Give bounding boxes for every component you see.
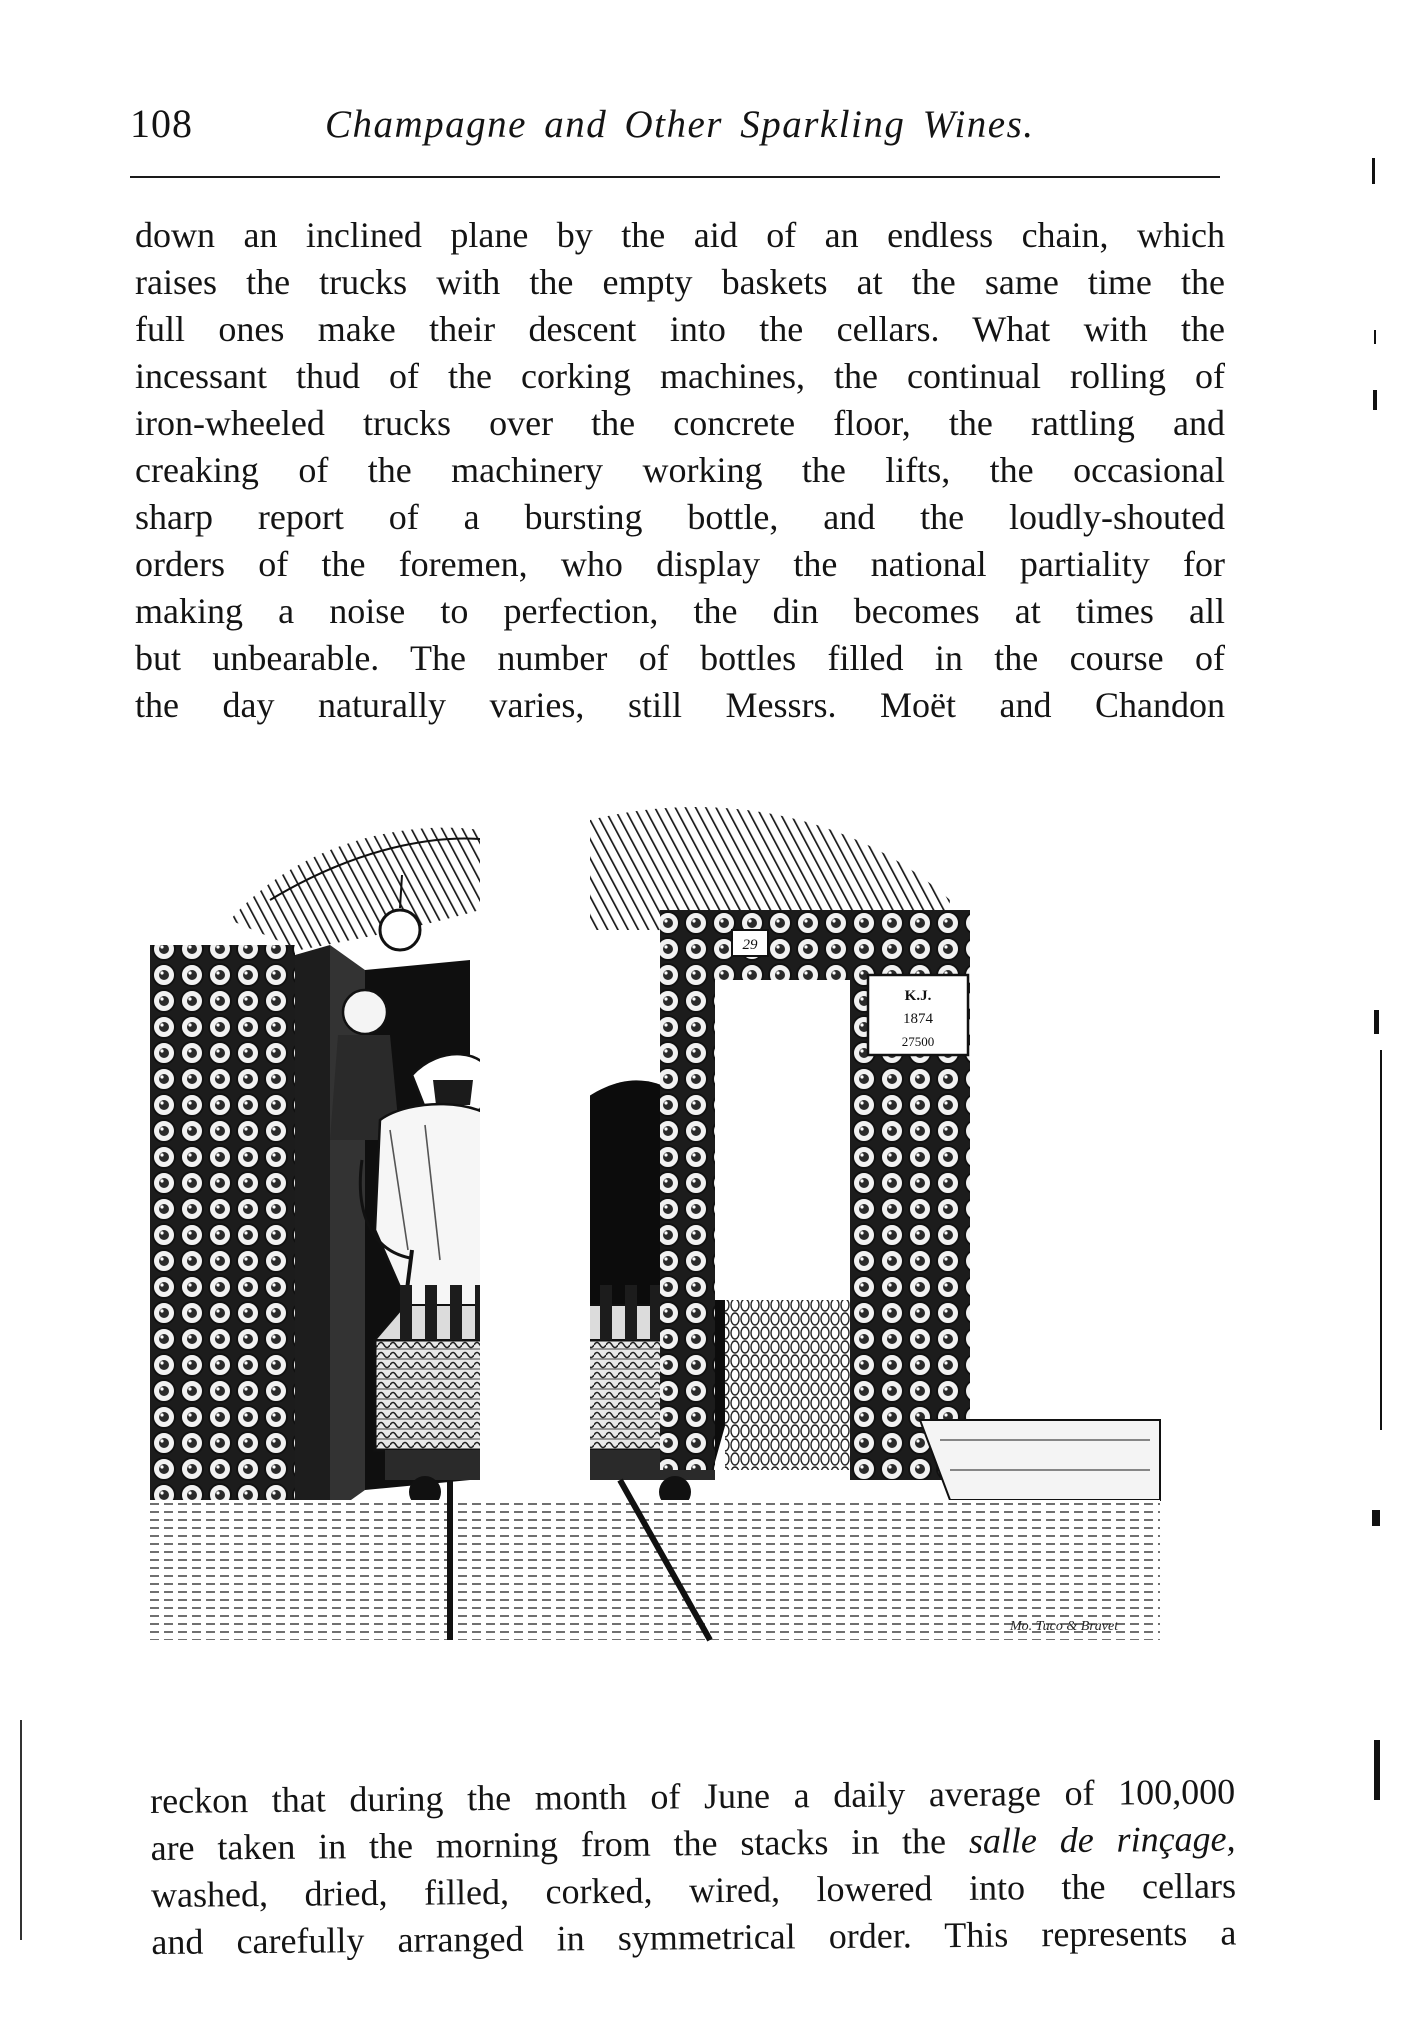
header-rule xyxy=(130,176,1220,178)
running-header xyxy=(130,100,1220,160)
text-line: raises the trucks with the empty baskets at the same time the xyxy=(135,262,1225,302)
italic-phrase: salle de rinçage, xyxy=(968,1818,1236,1861)
page-number: 108 xyxy=(130,101,193,146)
paragraph-top xyxy=(135,212,1225,729)
text-line: sharp report of a bursting bottle, and the loudly-shouted xyxy=(135,497,1225,537)
text-line: making a noise to perfection, the din becomes at times all xyxy=(135,591,1225,631)
cellar-engraving xyxy=(150,780,1240,1740)
scan-left-edge-rule xyxy=(20,1720,22,1940)
stack-number-plate xyxy=(732,930,768,956)
text-line: iron-wheeled trucks over the concrete floor, the rattling and xyxy=(135,403,1225,443)
engraver-signature: Mo. Tuco & Bravet xyxy=(1010,1619,1119,1634)
text-line: and carefully arranged in symmetrical order. This represents a xyxy=(151,1912,1237,1962)
text-line: incessant thud of the corking machines, the continual rolling of xyxy=(135,356,1225,396)
placard-line-1: K.J. xyxy=(904,988,932,1004)
text-line: orders of the foremen, who display the national partiality for xyxy=(135,544,1225,584)
stack-number: 29 xyxy=(742,937,758,953)
text-line: creaking of the machinery working the lifts, the occasional xyxy=(135,450,1225,490)
placard-line-3: 27500 xyxy=(901,1034,935,1049)
text-run: are taken in the morning from the stacks in the xyxy=(150,1820,970,1868)
paragraph-bottom xyxy=(150,1769,1237,1966)
text-line: reckon that during the month of June a daily average of 100,000 xyxy=(150,1771,1236,1821)
stack-placard xyxy=(868,975,968,1055)
text-line: full ones make their descent into the cellars. What with the xyxy=(135,309,1225,349)
left-bottle-stack xyxy=(150,945,365,1535)
scan-margin-marks xyxy=(1360,150,1390,1930)
right-trestle xyxy=(920,1420,1160,1500)
text-line: the day naturally varies, still Messrs. Moët and Chandon xyxy=(135,685,1225,725)
text-line: but unbearable. The number of bottles filled in the course of xyxy=(135,638,1225,678)
placard-line-2: 1874 xyxy=(903,1011,933,1027)
engraving-illustration xyxy=(150,780,1240,1740)
cellar-floor xyxy=(150,1480,1160,1640)
running-title: Champagne and Other Sparkling Wines. xyxy=(325,103,1035,146)
text-line: down an inclined plane by the aid of an endless chain, which xyxy=(135,215,1225,255)
text-line: washed, dried, filled, corked, wired, lowered into the cellars xyxy=(150,1865,1237,1915)
